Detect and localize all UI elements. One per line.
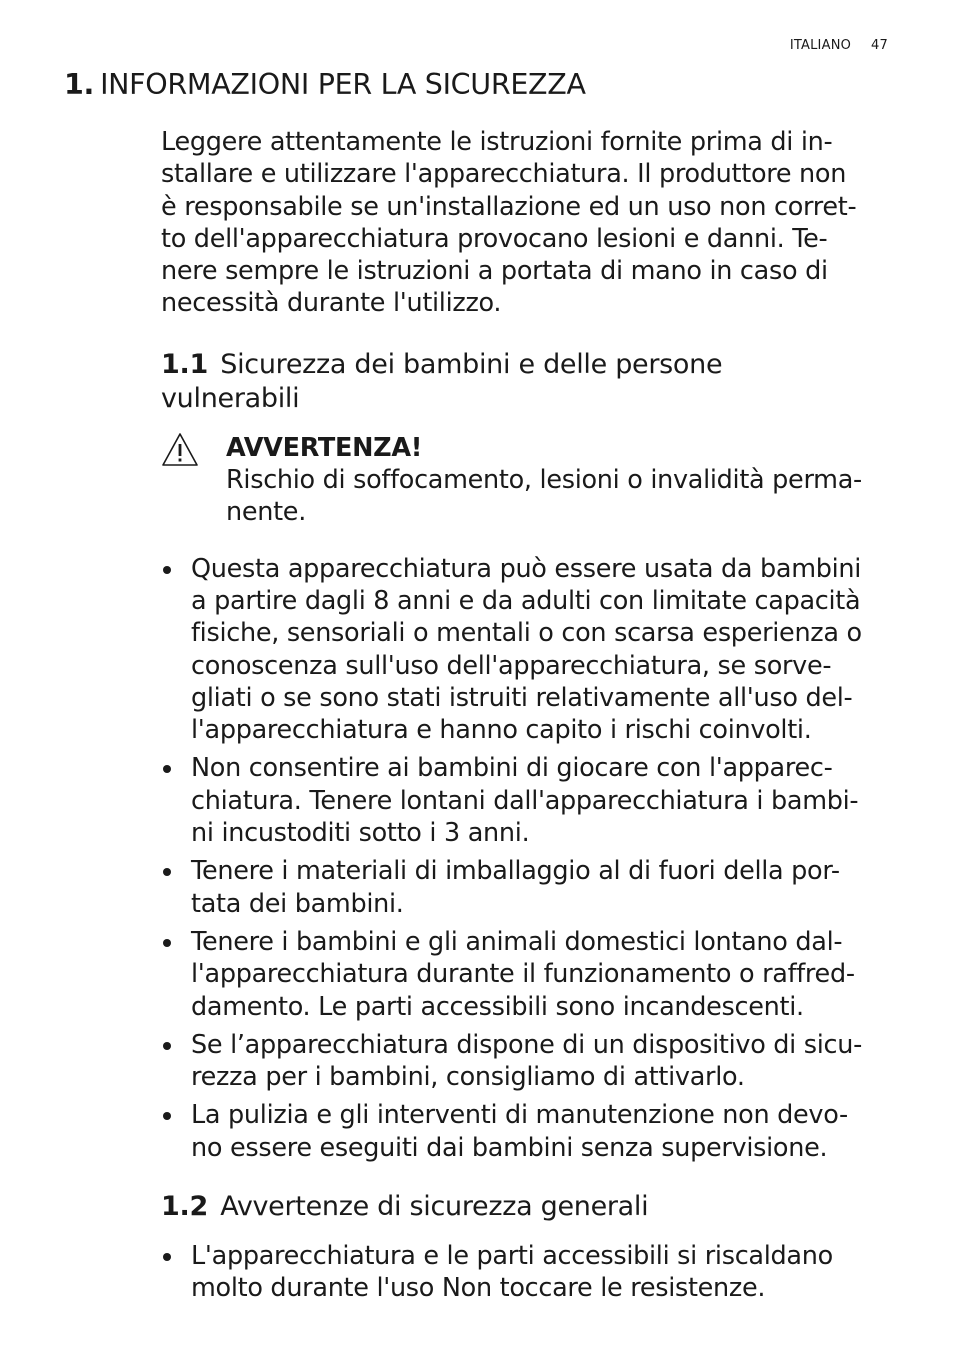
list-item-line: Se l’apparecchiatura dispone di un dispositivo di sicu- bbox=[191, 1029, 863, 1060]
list-item bbox=[161, 1099, 931, 1164]
list-item-line: La pulizia e gli interventi di manutenzione non devo- bbox=[191, 1100, 848, 1131]
page-header bbox=[790, 38, 888, 53]
intro-paragraph bbox=[161, 126, 931, 320]
warning-text-line: nente. bbox=[226, 497, 307, 528]
section-title-1-1 bbox=[161, 348, 931, 416]
warning-text-line: Rischio di soffocamento, lesioni o invalidità perma- bbox=[226, 465, 862, 496]
intro-line: stallare e utilizzare l'apparecchiatura. Il produttore non bbox=[161, 159, 847, 190]
header-language: ITALIANO bbox=[789, 38, 852, 53]
bullet-list-general-safety bbox=[161, 1240, 931, 1305]
list-item-line: ni incustoditi sotto i 3 anni. bbox=[191, 818, 530, 849]
bullet-icon bbox=[163, 868, 171, 876]
list-item-line: no essere eseguiti dai bambini senza supervisione. bbox=[191, 1132, 828, 1163]
intro-line: to dell'apparecchiatura provocano lesioni e danni. Te- bbox=[161, 223, 828, 254]
section-title-text: Avvertenze di sicurezza generali bbox=[220, 1191, 649, 1223]
intro-line: necessità durante l'utilizzo. bbox=[161, 288, 502, 319]
section-number: 1.2 bbox=[161, 1191, 208, 1223]
section-title-line bbox=[161, 348, 931, 382]
list-item-line: rezza per i bambini, consigliamo di attivarlo. bbox=[191, 1062, 745, 1093]
page-number: 47 bbox=[871, 38, 888, 53]
bullet-icon bbox=[163, 1253, 171, 1261]
list-item-line: L'apparecchiatura e le parti accessibili si riscaldano bbox=[191, 1241, 833, 1272]
section-title-text: Sicurezza dei bambini e delle persone bbox=[220, 348, 723, 380]
list-item bbox=[161, 926, 931, 1023]
intro-line: è responsabile se un'installazione ed un uso non corret- bbox=[161, 191, 857, 222]
list-item-line: gliati o se sono stati istruiti relativamente all'uso del- bbox=[191, 682, 853, 713]
list-item-line: Tenere i materiali di imballaggio al di fuori della por- bbox=[191, 856, 840, 887]
list-item-line: l'apparecchiatura e hanno capito i rischi coinvolti. bbox=[191, 715, 812, 746]
list-item-line: conoscenza sull'uso dell'apparecchiatura, se sorve- bbox=[191, 650, 832, 681]
intro-line: Leggere attentamente le istruzioni fornite prima di in- bbox=[161, 127, 833, 157]
list-item-line: tata dei bambini. bbox=[191, 888, 404, 919]
bullet-icon bbox=[163, 765, 171, 773]
list-item-line: chiatura. Tenere lontani dall'apparecchiatura i bambi- bbox=[191, 785, 859, 816]
list-item bbox=[161, 855, 931, 920]
list-item-line: Non consentire ai bambini di giocare con l'apparec- bbox=[191, 753, 833, 784]
bullet-list-children-safety bbox=[161, 553, 931, 1164]
section-title-1-2 bbox=[161, 1190, 931, 1224]
list-item-line: l'apparecchiatura durante il funzionamento o raffred- bbox=[191, 959, 855, 990]
list-item bbox=[161, 1240, 931, 1305]
section-title-line: vulnerabili bbox=[161, 382, 300, 414]
warning-triangle-icon bbox=[161, 432, 199, 468]
list-item-line: fisiche, sensoriali o mentali o con scarsa esperienza o bbox=[191, 618, 862, 649]
chapter-title-text: INFORMAZIONI PER LA SICUREZZA bbox=[100, 68, 586, 101]
list-item-line: Tenere i bambini e gli animali domestici lontano dal- bbox=[191, 926, 843, 957]
chapter-number: 1. bbox=[64, 68, 95, 101]
bullet-icon bbox=[163, 1112, 171, 1120]
chapter-title bbox=[64, 68, 586, 101]
main-content bbox=[161, 126, 931, 1311]
list-item bbox=[161, 752, 931, 849]
bullet-icon bbox=[163, 939, 171, 947]
bullet-icon bbox=[163, 1042, 171, 1050]
list-item bbox=[161, 553, 931, 747]
intro-line: nere sempre le istruzioni a portata di mano in caso di bbox=[161, 256, 828, 287]
list-item bbox=[161, 1029, 931, 1094]
list-item-line: a partire dagli 8 anni e da adulti con limitate capacità bbox=[191, 585, 861, 616]
bullet-icon bbox=[163, 566, 171, 574]
list-item-line: Questa apparecchiatura può essere usata da bambini bbox=[191, 553, 862, 584]
list-item-line: molto durante l'uso Non toccare le resistenze. bbox=[191, 1273, 766, 1304]
section-title-line bbox=[161, 1190, 931, 1224]
warning-box bbox=[161, 432, 931, 529]
section-number: 1.1 bbox=[161, 348, 208, 380]
warning-title: AVVERTENZA! bbox=[226, 432, 423, 463]
list-item-line: damento. Le parti accessibili sono incandescenti. bbox=[191, 991, 804, 1022]
